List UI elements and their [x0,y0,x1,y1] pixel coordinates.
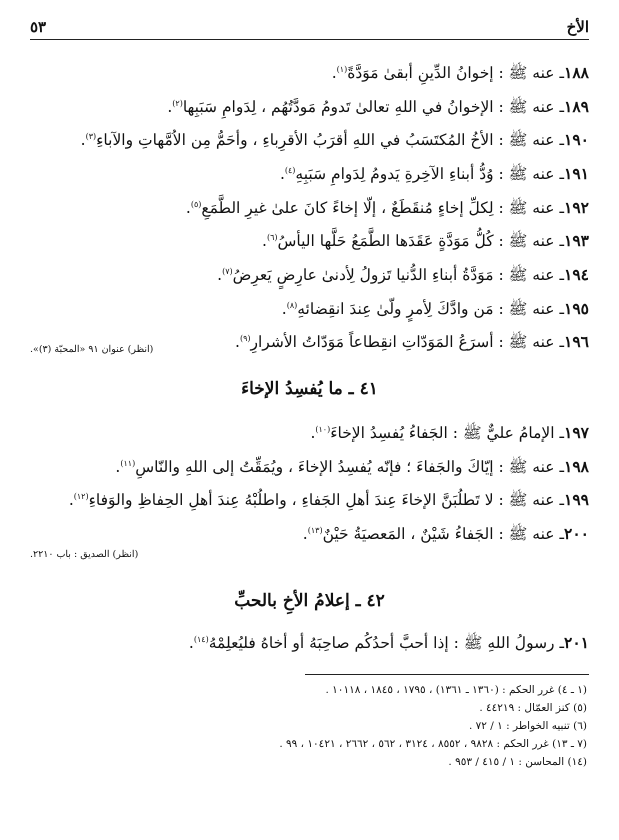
hadith-194 [30,262,589,285]
section-heading-42: ٤٢ ـ إعلامُ الأخِ بالحبِّ [234,591,385,611]
footnotes [30,683,587,773]
footnote-mark: (١٠) [315,425,331,434]
hadith-188 [30,60,589,83]
footnote-mark: (١٢) [73,492,89,502]
full-stop: . [310,424,316,443]
hadith-number: ١٨٩ [564,96,589,116]
hadith-number: ١٩٥ [564,298,589,318]
full-stop: . [80,131,86,150]
page-number: ٥٣ [30,18,47,36]
full-stop: . [331,64,337,83]
see-also-reference-2: (انظر) الصديق : باب ٢٢١٠. [30,549,139,560]
hadith-192 [30,195,589,218]
footnote-mark: (١١) [120,458,136,468]
hadith-number: ١٩٨ [564,456,589,476]
hadith-193 [30,228,589,251]
hadith-text: ـ عنه ﷺ : إخوانُ الدِّينِ أبقىٰ مَوَدَّةً [347,64,565,83]
hadith-190 [30,127,589,150]
hadith-199 [30,487,589,510]
footnote-mark: (٣) [85,132,97,142]
footnote-mark: (٨) [286,300,298,310]
hadith-number: ١٩٩ [564,490,589,510]
hadith-text: ـ رسولُ اللهِ ﷺ : إذا أحبَّ أحدُكُم صاحِبَهُ أو أخاهُ فليُعلِمْهُ [208,634,565,653]
footnote-mark: (٦) [266,233,278,243]
full-stop: . [279,165,285,184]
footnote-1-4: (١ ـ ٤) غرر الحكم : (١٣٦٠ ـ ١٣٦١) ، ١٧٩٥ ، ١٨٤٥ ، ١٠١١٨ . [325,684,587,696]
hadith-text: ـ عنه ﷺ : لِكلِّ إخاءٍ مُنقَطَعٌ ، إلّا إخاءً كانَ علىٰ غيرِ الطَّمَعِ [201,198,565,217]
footnote-mark: (١) [336,65,348,74]
hadith-198 [30,454,589,477]
hadith-text: ـ عنه ﷺ : وُدُّ أبناءِ الآخِرةِ يَدومُ لِدَوامِ سَبَبِهِ [295,165,565,184]
hadith-text: ـ عنه ﷺ : الإخوانُ في اللهِ تعالىٰ تَدومُ مَودَّتُهُم ، لِدَوامِ سَبَبِها [182,97,565,116]
full-stop: . [302,525,308,544]
hadith-number: ١٩٢ [564,197,589,217]
hadith-text: ـ عنه ﷺ : إيّاكَ والجَفاءَ ؛ فإنّه يُفسِدُ الإخاءَ ، ويُمَقِّتُ إلى اللهِ والنّاسِ [135,457,565,476]
hadith-number: ٢٠١ [564,633,589,653]
footnote-5: (٥) كنز العمّال : ٤٤٢١٩ . [479,702,587,714]
full-stop: . [281,299,287,318]
hadith-text: ـ عنه ﷺ : كُلُّ مَوَدَّةٍ عَقَدَها الطَّمَعُ حَلَّها اليأسُ [277,232,565,251]
footnote-mark: (٤) [284,165,296,175]
full-stop: . [262,232,267,251]
hadith-201 [30,630,589,653]
hadith-number: ١٩٤ [564,265,589,285]
footnote-mark: (١٤) [193,635,209,644]
full-stop: . [217,266,223,285]
footnote-mark: (٥) [190,199,202,209]
hadith-list-3 [30,630,589,664]
hadith-200 [30,521,589,544]
full-stop: . [185,198,191,217]
section-heading-41: ٤١ ـ ما يُفسِدُ الإخاءَ [241,379,378,399]
hadith-number: ١٨٨ [564,63,589,83]
full-stop: . [115,457,121,476]
header-title: الأخ [566,18,589,36]
hadith-191 [30,161,589,184]
hadith-text: ـ عنه ﷺ : الجَفاءُ شَيْنٌ ، المَعصيَةُ حَيْنٌ [322,525,565,544]
hadith-197 [30,420,589,443]
hadith-number: ٢٠٠ [564,524,589,544]
hadith-number: ١٩٠ [564,130,589,150]
hadith-text: ـ عنه ﷺ : لا تَطلُبَنَّ الإخاءَ عِندَ أهلِ الجَفاءِ ، واطلُبْهُ عِندَ أهلِ الحِفاظِ والوَفاءِ [88,491,565,510]
footnote-14: (١٤) المحاسن : ١ / ٤١٥ / ٩٥٣ . [448,756,587,768]
footnote-mark: (٧) [222,266,233,276]
hadith-195 [30,296,589,319]
full-stop: . [235,333,240,352]
full-stop: . [188,634,194,653]
hadith-number: ١٩١ [564,164,589,184]
hadith-189 [30,94,589,117]
hadith-text: ـ الإمامُ عليٌّ ﷺ : الجَفاءُ يُفسِدُ الإخاءَ [330,424,565,443]
full-stop: . [167,97,173,116]
hadith-text: ـ عنه ﷺ : أسرَعُ المَوَدّاتِ انقِطاعاً مَوَدّاتُ الأشرارِ [250,333,565,352]
hadith-list-1 [30,60,589,363]
footnote-mark: (٢) [172,98,183,108]
see-also-reference-1: (انظر) عنوان ٩١ «المحبّة (٣)». [30,344,154,355]
hadith-text: ـ عنه ﷺ : الأخُ المُكتَسَبُ في اللهِ أقرَبُ الأقرِباءِ ، وأحَمُّ مِن الاُمَّهاتِ والآباءِ [96,131,565,150]
running-header [30,14,589,40]
hadith-text: ـ عنه ﷺ : مَن وادَّكَ لِأمرٍ ولّىٰ عِندَ انقِضائهِ [297,299,565,318]
hadith-list-2 [30,420,589,555]
footnote-7-13: (٧ ـ ١٣) غرر الحكم : ٩٨٢٨ ، ٨٥٥٢ ، ٣١٢٤ ، ٥٦٢ ، ٢٦٦٢ ، ١٠٤٢١ ، ٩٩ . [279,738,587,750]
hadith-number: ١٩٦ [564,332,589,352]
footnote-divider [305,674,589,675]
hadith-number: ١٩٧ [564,423,589,443]
hadith-text: ـ عنه ﷺ : مَوَدَّةُ أبناءِ الدُّنيا تَزولُ لِأدنىٰ عارِضٍ يَعرِضُ [232,266,565,285]
full-stop: . [68,491,74,510]
hadith-number: ١٩٣ [564,231,589,251]
footnote-mark: (١٣) [307,525,323,535]
footnote-mark: (٩) [239,334,251,344]
footnote-6: (٦) تنبيه الخواطر : ١ / ٧٢ . [468,720,587,732]
